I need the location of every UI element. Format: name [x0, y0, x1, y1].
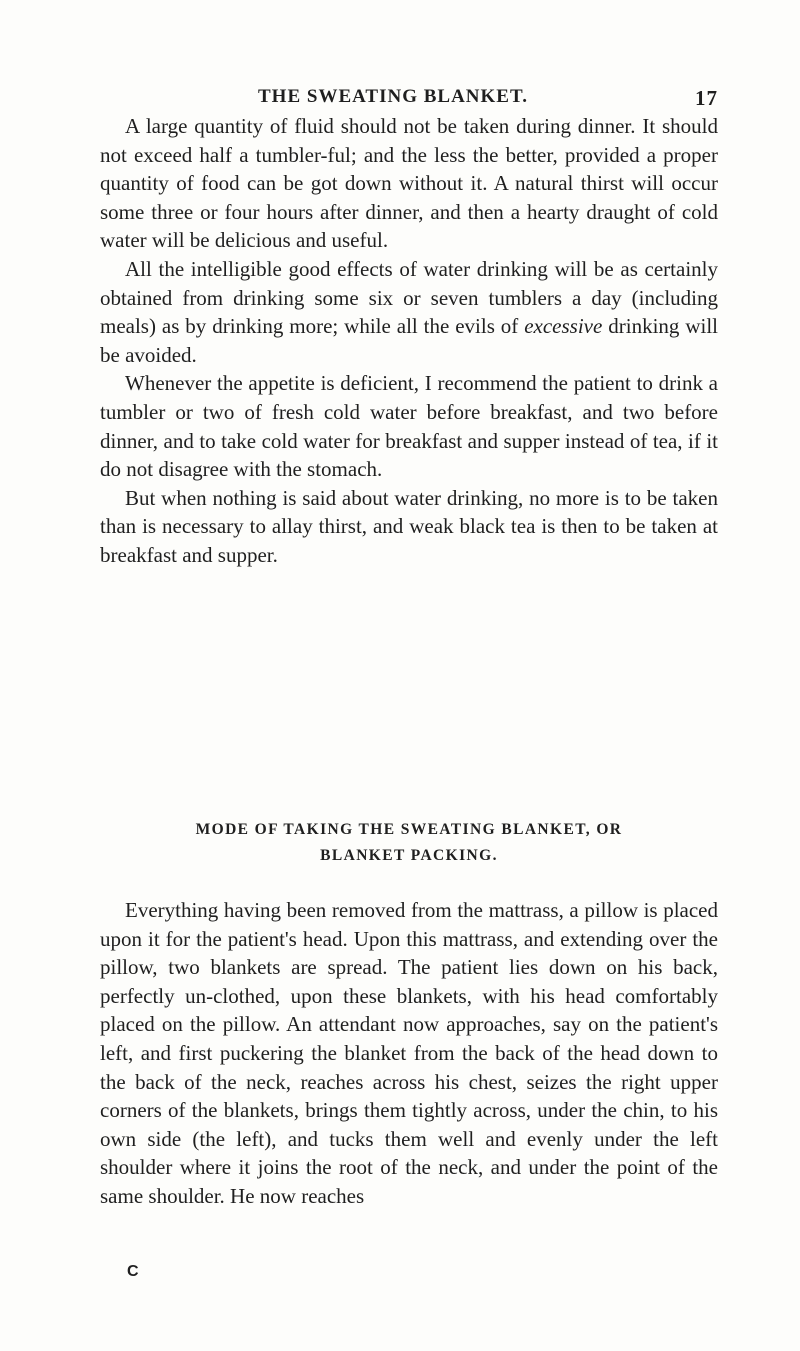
paragraph-text-start: All the intelligible good effects of water drinking will be as certainly obtained from drinking some six or seven tumblers a day (including meals) as by drinking more; while all the evils of: [100, 256, 718, 339]
paragraph-fluid-at-dinner: A large quantity of fluid should not be taken during dinner. It should not exceed half a tumbler-ful; and the less the better, provided a proper quantity of food can be got down without it. A natural thirst will occur some three or four hours after dinner, and then a hearty draught of cold water will be delicious and useful.: [100, 114, 718, 253]
running-title: THE SWEATING BLANKET.: [258, 86, 528, 107]
paragraph-text-end: drinking will be avoided.: [100, 314, 718, 367]
section-heading-line-2: BLANKET PACKING.: [320, 847, 498, 864]
section-heading-line-1: MODE OF TAKING THE SWEATING BLANKET, OR: [195, 821, 623, 838]
signature-mark: C: [127, 1263, 139, 1280]
page-number: 17: [695, 86, 718, 110]
emphasized-word: excessive: [524, 314, 603, 339]
section-heading: [100, 817, 718, 869]
paragraph-blanket-packing: Everything having been removed from the mattrass, a pillow is placed upon it for the patient's head. Upon this mattrass, and extending over the pillow, two blankets are spread. The patient lies down on his back, perfectly un-clothed, upon these blankets, with his head comfortably placed on the pillow. An attendant now approaches, say on the patient's left, and first puckering the blanket from the back of the head down to the back of the neck, reaches across his chest, seizes the right upper corners of the blankets, brings them tightly across, under the chin, to his own side (the left), and tucks them well and evenly under the left shoulder where it joins the root of the neck, and under the point of the same shoulder. He now reaches: [100, 898, 718, 1208]
paragraph-deficient-appetite: Whenever the appetite is deficient, I recommend the patient to drink a tumbler or two of fresh cold water before breakfast, and two before dinner, and to take cold water for breakfast and supper instead of tea, if it do not disagree with the stomach.: [100, 371, 718, 482]
body-text-before-heading: [100, 112, 718, 570]
body-text-after-heading: [100, 896, 718, 1211]
paragraph-water-drinking-effects: [100, 255, 718, 369]
paragraph-weak-black-tea: But when nothing is said about water drinking, no more is to be taken than is necessary to allay thirst, and weak black tea is then to be taken at breakfast and supper.: [100, 485, 718, 567]
